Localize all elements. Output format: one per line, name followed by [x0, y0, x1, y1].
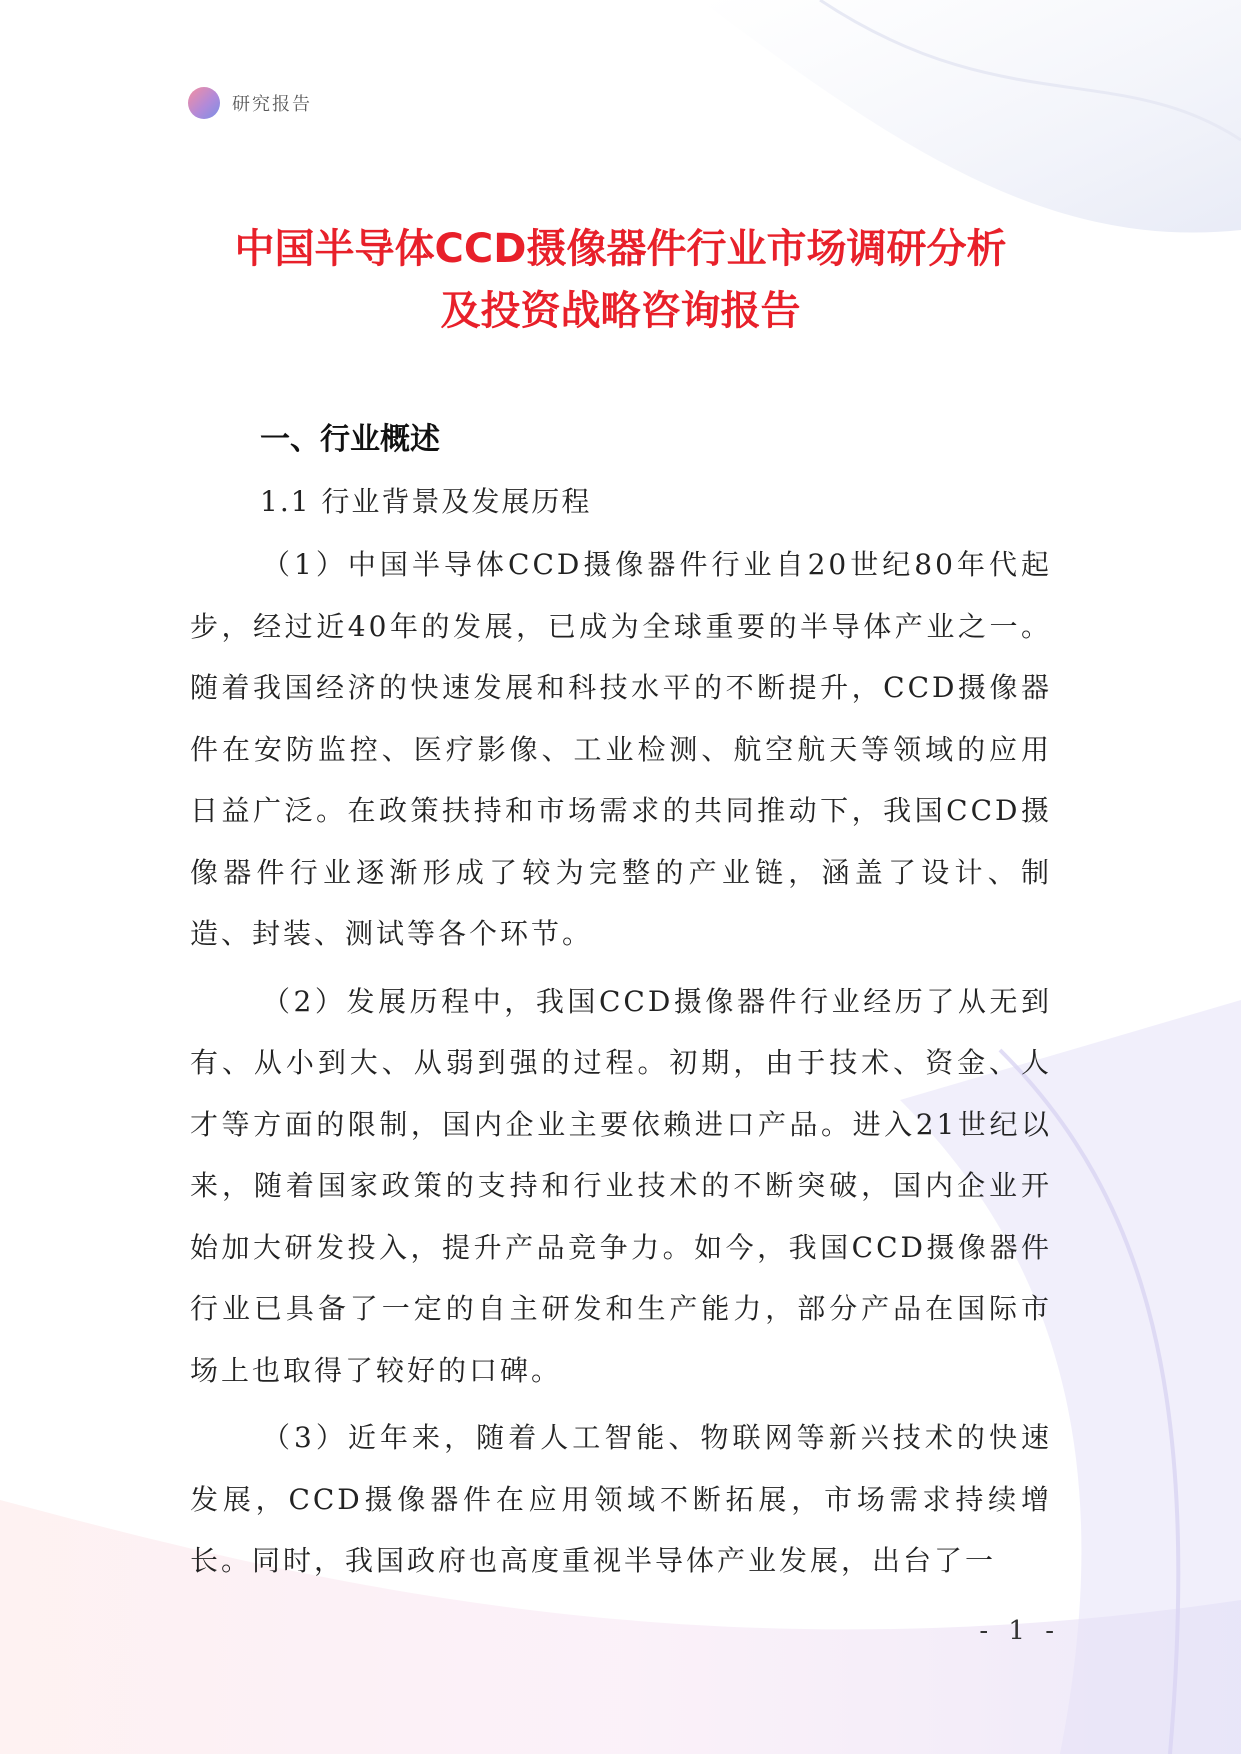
- gradient-circle-logo-icon: [188, 87, 220, 119]
- document-body: [190, 418, 1052, 1592]
- document-title: [150, 218, 1091, 342]
- paragraph-1: （1）中国半导体CCD摄像器件行业自20世纪80年代起步，经过近40年的发展，已成为全球重要的半导体产业之一。随着我国经济的快速发展和科技水平的不断提升，CCD摄像器件在安防监控、医疗影像、工业检测、航空航天等领域的应用日益广泛。在政策扶持和市场需求的共同推动下，我国CCD摄像器件行业逐渐形成了较为完整的产业链，涵盖了设计、制造、封装、测试等各个环节。: [190, 548, 1052, 950]
- header-label: 研究报告: [232, 94, 312, 115]
- paragraph-2: （2）发展历程中，我国CCD摄像器件行业经历了从无到有、从小到大、从弱到强的过程。初期，由于技术、资金、人才等方面的限制，国内企业主要依赖进口产品。进入21世纪以来，随着国家政策的支持和行业技术的不断突破，国内企业开始加大研发投入，提升产品竞争力。如今，我国CCD摄像器件行业已具备了一定的自主研发和生产能力，部分产品在国际市场上也取得了较好的口碑。: [190, 984, 1052, 1387]
- paragraph-3: （3）近年来，随着人工智能、物联网等新兴技术的快速发展，CCD摄像器件在应用领域不断拓展，市场需求持续增长。同时，我国政府也高度重视半导体产业发展，出台了一: [190, 1421, 1052, 1577]
- section-heading: 一、行业概述: [260, 422, 440, 457]
- subsection-heading: 1.1 行业背景及发展历程: [260, 485, 592, 518]
- title-line-2: 及投资战略咨询报告: [440, 288, 801, 334]
- page-header: [188, 86, 312, 120]
- page-number: - 1 -: [979, 1616, 1060, 1646]
- title-line-1: 中国半导体CCD摄像器件行业市场调研分析: [234, 226, 1007, 272]
